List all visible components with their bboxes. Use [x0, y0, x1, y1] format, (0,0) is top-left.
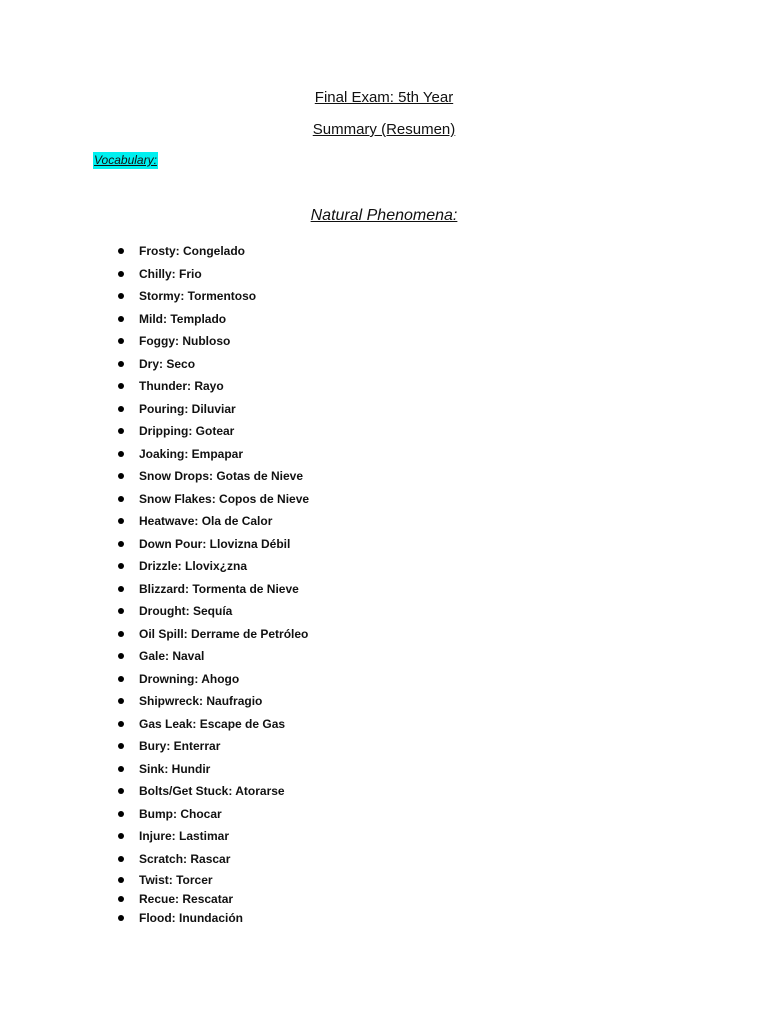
list-item [117, 713, 309, 736]
list-item-text: Chilly: Frio [139, 266, 202, 281]
bullet-icon [118, 676, 124, 682]
list-item [117, 308, 309, 331]
list-item-text: Shipwreck: Naufragio [139, 694, 263, 709]
list-item-text: Sink: Hundir [139, 761, 211, 776]
list-item-text: Drowning: Ahogo [139, 671, 240, 686]
list-item-text: Blizzard: Tormenta de Nieve [139, 581, 299, 596]
list-item-text: Bump: Chocar [139, 806, 222, 821]
list-item-text: Recue: Rescatar [139, 891, 234, 906]
list-item [117, 780, 309, 803]
vocabulary-label: Vocabulary: [94, 153, 157, 167]
bullet-icon [118, 877, 124, 883]
bullet-icon [118, 631, 124, 637]
list-item [117, 488, 309, 511]
bullet-icon [118, 338, 124, 344]
list-item-text: Drought: Sequía [139, 604, 233, 619]
bullet-icon [118, 406, 124, 412]
bullet-icon [118, 563, 124, 569]
list-item-text: Heatwave: Ola de Calor [139, 514, 273, 529]
list-item [117, 803, 309, 826]
bullet-icon [118, 833, 124, 839]
list-item-text: Gas Leak: Escape de Gas [139, 716, 286, 731]
list-item [117, 668, 309, 691]
bullet-icon [118, 361, 124, 367]
vocabulary-list [117, 240, 309, 927]
list-item-text: Pouring: Diluviar [139, 401, 236, 416]
list-item-text: Bury: Enterrar [139, 739, 221, 754]
bullet-icon [118, 856, 124, 862]
list-item [117, 645, 309, 668]
list-item [117, 600, 309, 623]
list-item [117, 465, 309, 488]
bullet-icon [118, 915, 124, 921]
bullet-icon [118, 248, 124, 254]
list-item [117, 443, 309, 466]
bullet-icon [118, 896, 124, 902]
list-item [117, 758, 309, 781]
list-item-text: Mild: Templado [139, 311, 227, 326]
list-item [117, 285, 309, 308]
bullet-icon [118, 271, 124, 277]
list-item-text: Joaking: Empapar [139, 446, 244, 461]
bullet-icon [118, 721, 124, 727]
list-item [117, 555, 309, 578]
list-item [117, 825, 309, 848]
bullet-icon [118, 293, 124, 299]
bullet-icon [118, 473, 124, 479]
list-item [117, 578, 309, 601]
list-item [117, 240, 309, 263]
list-item-text: Drizzle: Llovix¿zna [139, 559, 248, 574]
bullet-icon [118, 586, 124, 592]
bullet-icon [118, 811, 124, 817]
bullet-icon [118, 451, 124, 457]
list-item [117, 908, 309, 927]
list-item-text: Bolts/Get Stuck: Atorarse [139, 784, 285, 799]
list-item-text: Dry: Seco [139, 356, 196, 371]
list-item-text: Snow Flakes: Copos de Nieve [139, 491, 310, 506]
list-item [117, 735, 309, 758]
list-item [117, 420, 309, 443]
list-item-text: Dripping: Gotear [139, 424, 235, 439]
page-subtitle: Summary (Resumen) [312, 121, 456, 138]
bullet-icon [118, 743, 124, 749]
list-item [117, 398, 309, 421]
bullet-icon [118, 766, 124, 772]
bullet-icon [118, 788, 124, 794]
list-item-text: Gale: Naval [139, 649, 205, 664]
list-item [117, 690, 309, 713]
list-item [117, 353, 309, 376]
list-item-text: Foggy: Nubloso [139, 334, 231, 349]
list-item-text: Thunder: Rayo [139, 379, 224, 394]
list-item-text: Stormy: Tormentoso [139, 289, 257, 304]
list-item [117, 533, 309, 556]
bullet-icon [118, 653, 124, 659]
bullet-icon [118, 518, 124, 524]
list-item [117, 889, 309, 908]
list-item-text: Injure: Lastimar [139, 829, 230, 844]
bullet-icon [118, 608, 124, 614]
list-item-text: Snow Drops: Gotas de Nieve [139, 469, 304, 484]
bullet-icon [118, 496, 124, 502]
list-item-text: Scratch: Rascar [139, 851, 231, 866]
list-item [117, 848, 309, 871]
list-item-text: Twist: Torcer [139, 872, 213, 887]
list-item-text: Oil Spill: Derrame de Petróleo [139, 626, 309, 641]
bullet-icon [118, 541, 124, 547]
list-item [117, 510, 309, 533]
bullet-icon [118, 698, 124, 704]
page-title: Final Exam: 5th Year [314, 89, 454, 106]
list-item-text: Frosty: Congelado [139, 244, 246, 259]
list-item [117, 375, 309, 398]
list-item [117, 330, 309, 353]
list-item [117, 263, 309, 286]
list-item-text: Flood: Inundación [139, 910, 243, 925]
list-item-text: Down Pour: Llovizna Débil [139, 536, 291, 551]
list-item [117, 870, 309, 889]
bullet-icon [118, 428, 124, 434]
bullet-icon [118, 383, 124, 389]
list-item [117, 623, 309, 646]
bullet-icon [118, 316, 124, 322]
section-heading: Natural Phenomena: [310, 207, 458, 224]
